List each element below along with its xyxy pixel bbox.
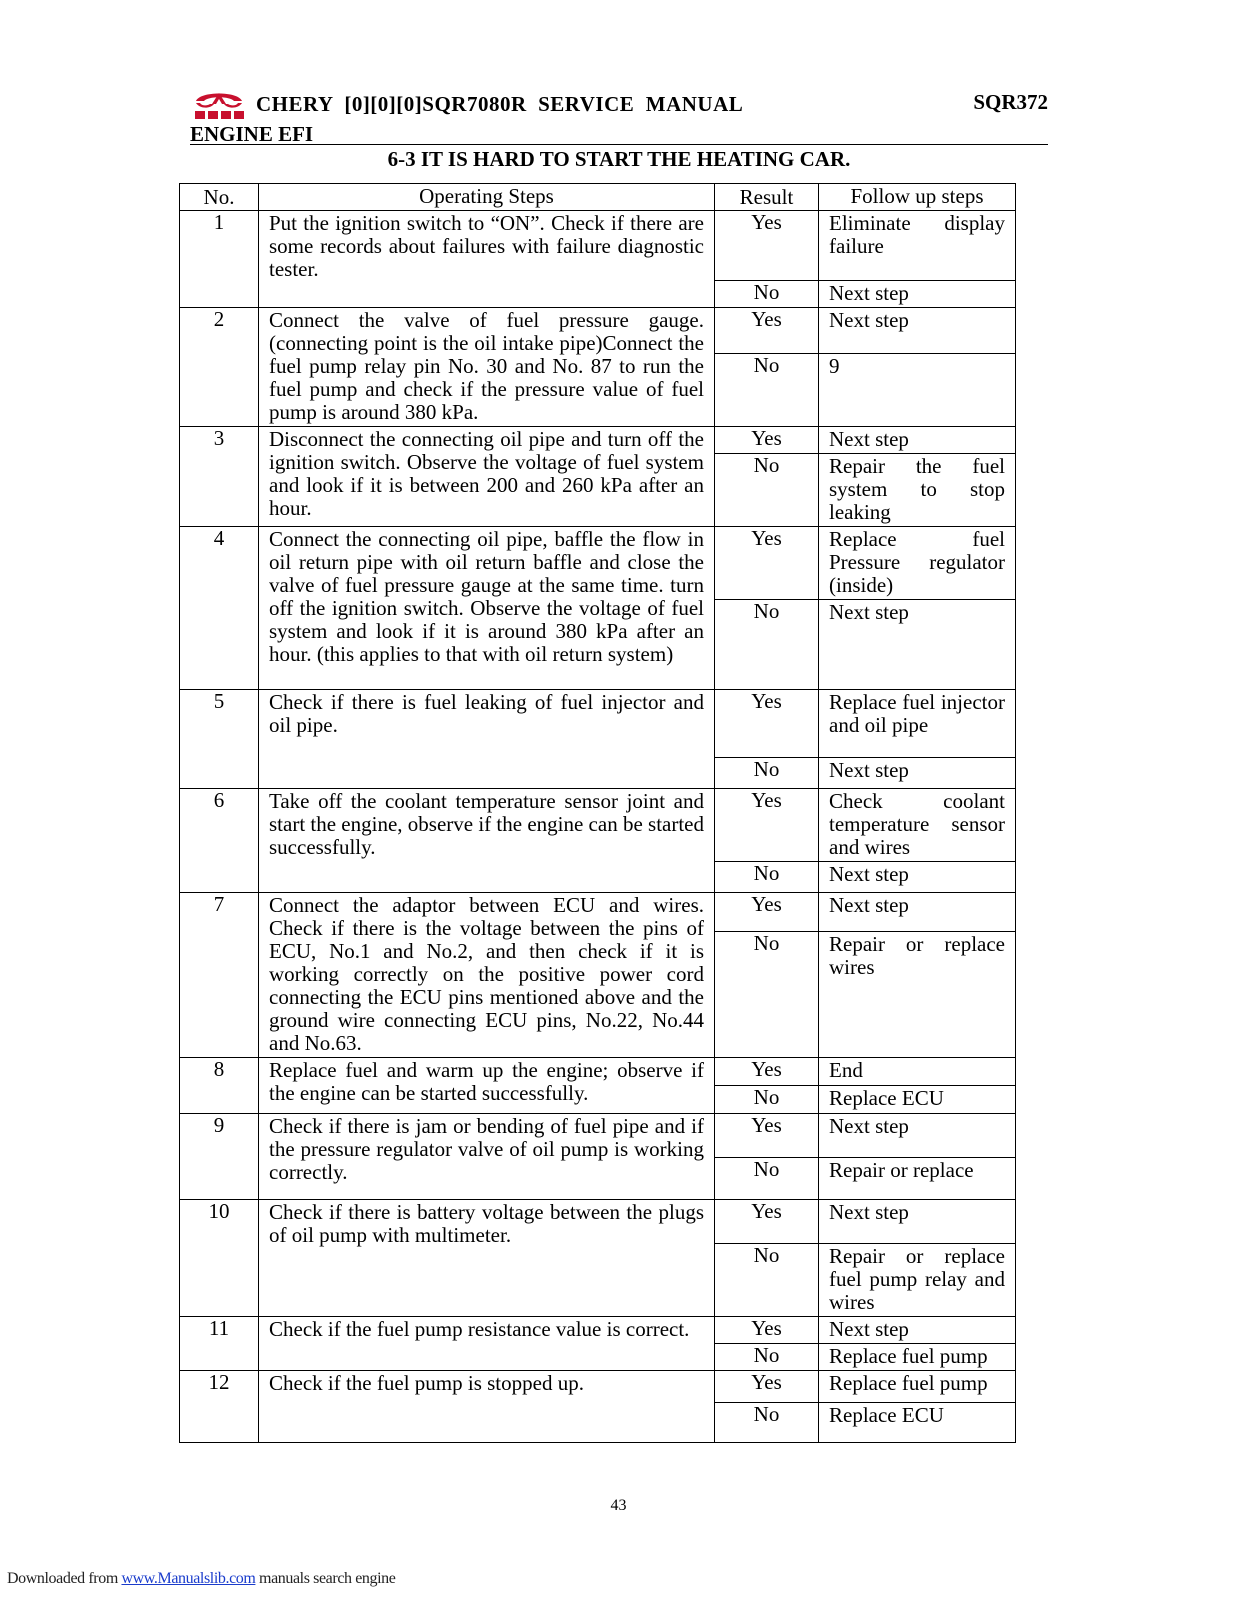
table-row [180,1371,1016,1403]
follow-up-yes: Replace fuel injector and oil pipe [819,690,1016,758]
step-number: 5 [180,690,259,789]
operating-step: Put the ignition switch to “ON”. Check if there are some records about failures with failure diagnostic tester. [259,211,715,308]
step-number: 12 [180,1371,259,1443]
operating-step: Connect the connecting oil pipe, baffle the flow in oil return pipe with oil return baffle and close the valve of fuel pressure gauge at the same time. turn off the ignition switch. Observe the voltage of fuel system and look if it is around 380 kPa after an hour. (this applies to that with oil return system) [259,527,715,690]
step-number: 6 [180,789,259,893]
operating-step: Disconnect the connecting oil pipe and turn off the ignition switch. Observe the voltage of fuel system and look if it is between 200 and 260 kPa after an hour. [259,427,715,527]
engine-model: SQR372 [973,90,1048,114]
result-no: No [715,1403,819,1443]
table-row [180,690,1016,758]
follow-up-yes: Next step [819,1114,1016,1158]
step-number: 9 [180,1114,259,1200]
result-yes: Yes [715,1200,819,1244]
follow-up-no: Next step [819,758,1016,789]
manualslib-link[interactable]: www.Manualslib.com [121,1570,256,1587]
operating-step: Check if the fuel pump resistance value is correct. [259,1317,715,1371]
header-rule [190,144,1048,145]
result-yes: Yes [715,1058,819,1086]
footer-suffix: manuals search engine [255,1570,396,1587]
operating-step: Check if the fuel pump is stopped up. [259,1371,715,1443]
follow-up-yes: Replace fuel pump [819,1371,1016,1403]
header-follow-up: Follow up steps [819,184,1016,211]
result-no: No [715,600,819,690]
follow-up-yes: Check coolant temperature sensor and wires [819,789,1016,862]
step-number: 10 [180,1200,259,1317]
follow-up-no: 9 [819,353,1016,426]
follow-up-no: Replace fuel pump [819,1344,1016,1371]
result-yes: Yes [715,893,819,932]
operating-step: Check if there is jam or bending of fuel pipe and if the pressure regulator valve of oil pump is working correctly. [259,1114,715,1200]
operating-step: Connect the valve of fuel pressure gauge. (connecting point is the oil intake pipe)Connect the fuel pump relay pin No. 30 and No. 87 to run the fuel pump and check if the pressure value of fuel pump is around 380 kPa. [259,308,715,427]
follow-up-no: Repair or replace wires [819,931,1016,1057]
footer-prefix: Downloaded from [7,1570,122,1587]
follow-up-no: Next step [819,600,1016,690]
table-row [180,211,1016,281]
page-number: 43 [610,1497,627,1514]
follow-up-no: Next step [819,281,1016,308]
result-yes: Yes [715,789,819,862]
table-row [180,789,1016,862]
operating-step: Check if there is battery voltage between the plugs of oil pump with multimeter. [259,1200,715,1317]
operating-step: Connect the adaptor between ECU and wires. Check if there is the voltage between the pins of ECU, No.1 and No.2, and then check if it is working correctly on the positive power cord connecting the ECU pins mentioned above and the ground wire connecting ECU pins, No.22, No.44 and No.63. [259,893,715,1058]
follow-up-yes: Replace fuel Pressure regulator (inside) [819,527,1016,600]
result-no: No [715,353,819,426]
header-operating-steps: Operating Steps [259,184,715,211]
step-number: 8 [180,1058,259,1114]
follow-up-no: Repair or replace [819,1158,1016,1200]
result-no: No [715,281,819,308]
section-title: 6-3 IT IS HARD TO START THE HEATING CAR. [387,147,851,171]
follow-up-yes: Eliminate display failure [819,211,1016,281]
operating-step: Take off the coolant temperature sensor joint and start the engine, observe if the engine can be started successfully. [259,789,715,893]
header-result: Result [715,184,819,211]
step-number: 7 [180,893,259,1058]
table-row [180,527,1016,600]
step-number: 11 [180,1317,259,1371]
result-yes: Yes [715,1317,819,1344]
result-no: No [715,1158,819,1200]
operating-step: Replace fuel and warm up the engine; observe if the engine can be started successfully. [259,1058,715,1114]
troubleshooting-table [179,183,1016,1443]
step-number: 2 [180,308,259,427]
result-yes: Yes [715,527,819,600]
manual-subtitle: ENGINE EFI [190,122,314,146]
chery-logo-icon [190,88,248,120]
follow-up-yes: Next step [819,308,1016,354]
follow-up-no: Next step [819,862,1016,893]
result-no: No [715,931,819,1057]
table-header-row [180,184,1016,211]
follow-up-yes: Next step [819,893,1016,932]
follow-up-no: Replace ECU [819,1086,1016,1114]
table-row [180,1317,1016,1344]
step-number: 3 [180,427,259,527]
follow-up-no: Repair the fuel system to stop leaking [819,454,1016,527]
table-row [180,1200,1016,1244]
header-no: No. [180,184,259,211]
result-no: No [715,758,819,789]
result-no: No [715,1344,819,1371]
result-yes: Yes [715,211,819,281]
table-row [180,893,1016,932]
table-row [180,308,1016,354]
result-no: No [715,454,819,527]
step-number: 4 [180,527,259,690]
result-no: No [715,862,819,893]
result-yes: Yes [715,308,819,354]
follow-up-yes: Next step [819,1317,1016,1344]
operating-step: Check if there is fuel leaking of fuel injector and oil pipe. [259,690,715,789]
page-header [190,88,1048,147]
result-no: No [715,1244,819,1317]
download-footer [7,1570,395,1588]
follow-up-no: Replace ECU [819,1403,1016,1443]
result-no: No [715,1086,819,1114]
follow-up-yes: Next step [819,427,1016,454]
table-body [180,211,1016,1443]
manual-title: CHERY [0][0][0]SQR7080R SERVICE MANUAL [256,91,744,116]
follow-up-yes: End [819,1058,1016,1086]
step-number: 1 [180,211,259,308]
table-row [180,1058,1016,1086]
table-row [180,427,1016,454]
result-yes: Yes [715,690,819,758]
follow-up-no: Repair or replace fuel pump relay and wires [819,1244,1016,1317]
follow-up-yes: Next step [819,1200,1016,1244]
result-yes: Yes [715,1114,819,1158]
result-yes: Yes [715,427,819,454]
result-yes: Yes [715,1371,819,1403]
table-row [180,1114,1016,1158]
